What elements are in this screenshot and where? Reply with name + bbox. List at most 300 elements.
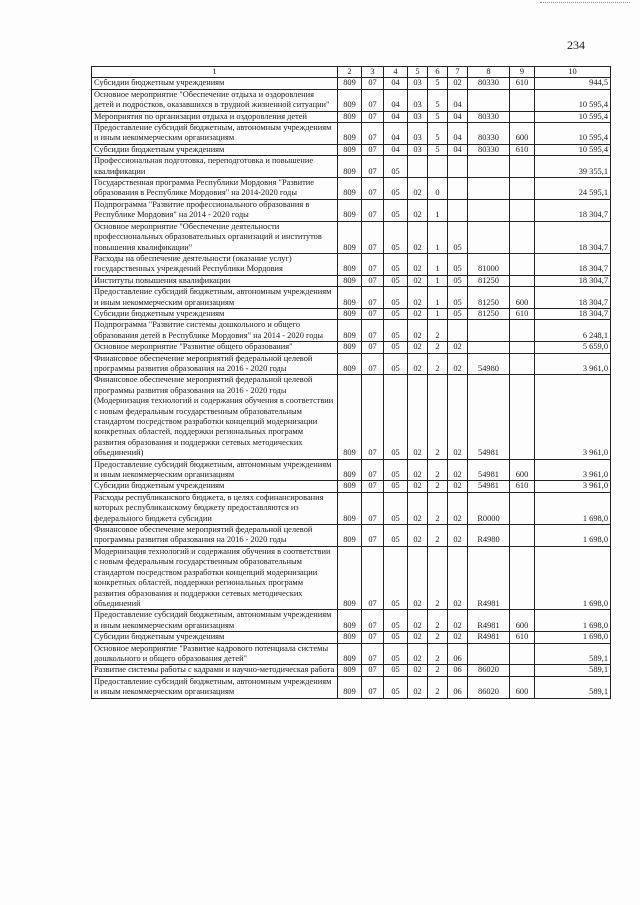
activity-code: 02 — [448, 375, 468, 459]
section-code: 07 — [362, 144, 384, 155]
direction-code: 81250 — [468, 308, 510, 319]
ministry-code: 809 — [338, 665, 362, 676]
expense-type-code — [510, 111, 535, 122]
row-name: Субсидии бюджетным учреждениям — [92, 632, 338, 643]
row-name: Подпрограмма "Развитие профессионального образования в Республике Мордовия" на 2014 - 2020 годы — [92, 199, 338, 221]
section-code: 07 — [362, 320, 384, 342]
program-code: 02 — [408, 459, 428, 481]
activity-code: 02 — [448, 610, 468, 632]
expense-type-code — [510, 199, 535, 221]
section-code: 07 — [362, 123, 384, 145]
table-row — [92, 308, 611, 319]
row-amount: 5 659,0 — [535, 342, 611, 353]
direction-code: 54981 — [468, 481, 510, 492]
section-code: 07 — [362, 253, 384, 275]
activity-code — [448, 156, 468, 178]
activity-code: 06 — [448, 643, 468, 665]
program-code: 02 — [408, 610, 428, 632]
row-name: Мероприятия по организации отдыха и оздоровления детей — [92, 111, 338, 122]
column-header: 8 — [468, 67, 510, 78]
row-name: Субсидии бюджетным учреждениям — [92, 144, 338, 155]
row-name: Профессиональная подготовка, переподготовка и повышение квалификации — [92, 156, 338, 178]
row-amount: 18 304,7 — [535, 275, 611, 286]
row-amount: 3 961,0 — [535, 459, 611, 481]
row-amount: 6 248,1 — [535, 320, 611, 342]
direction-code: R4981 — [468, 632, 510, 643]
program-code: 02 — [408, 199, 428, 221]
subprogram-code: 2 — [428, 525, 448, 547]
ministry-code: 809 — [338, 199, 362, 221]
expense-type-code — [510, 253, 535, 275]
expense-type-code: 610 — [510, 78, 535, 89]
subprogram-code: 1 — [428, 253, 448, 275]
table-row — [92, 632, 611, 643]
activity-code: 02 — [448, 492, 468, 524]
table-row — [92, 320, 611, 342]
row-amount: 18 304,7 — [535, 253, 611, 275]
expense-type-code — [510, 665, 535, 676]
row-name: Развитие системы работы с кадрами и научно-методическая работа — [92, 665, 338, 676]
table-row — [92, 676, 611, 698]
table-row — [92, 375, 611, 459]
row-name: Субсидии бюджетным учреждениям — [92, 78, 338, 89]
program-code: 02 — [408, 546, 428, 609]
direction-code — [468, 89, 510, 111]
activity-code — [448, 320, 468, 342]
direction-code: 81250 — [468, 287, 510, 309]
expense-type-code — [510, 492, 535, 524]
subprogram-code: 2 — [428, 492, 448, 524]
section-code: 07 — [362, 342, 384, 353]
subprogram-code: 5 — [428, 144, 448, 155]
program-code: 02 — [408, 481, 428, 492]
subsection-code: 05 — [384, 308, 408, 319]
column-header: 10 — [535, 67, 611, 78]
row-amount: 24 595,1 — [535, 178, 611, 200]
program-code: 02 — [408, 178, 428, 200]
subsection-code: 05 — [384, 481, 408, 492]
row-name: Модернизация технологий и содержания обучения в соответствии с новым федеральным государственным образовательным стандартом посредством разработки концепций модернизации конкретных областей, поддержки региональных программ развития образования и поддержки сетевых методических объединений — [92, 546, 338, 609]
expense-type-code: 600 — [510, 459, 535, 481]
direction-code: 80330 — [468, 78, 510, 89]
subsection-code: 05 — [384, 546, 408, 609]
row-name: Предоставление субсидий бюджетным, автономным учреждениям и иным некоммерческим организациям — [92, 676, 338, 698]
subsection-code: 05 — [384, 375, 408, 459]
row-amount: 18 304,7 — [535, 287, 611, 309]
table-row — [92, 89, 611, 111]
subsection-code: 05 — [384, 221, 408, 253]
subprogram-code: 2 — [428, 342, 448, 353]
subprogram-code: 2 — [428, 632, 448, 643]
subsection-code: 05 — [384, 610, 408, 632]
activity-code: 04 — [448, 123, 468, 145]
program-code: 02 — [408, 676, 428, 698]
expense-type-code: 610 — [510, 481, 535, 492]
subprogram-code: 5 — [428, 89, 448, 111]
section-code: 07 — [362, 610, 384, 632]
scan-artifact — [540, 2, 630, 6]
ministry-code: 809 — [338, 459, 362, 481]
direction-code: R4981 — [468, 610, 510, 632]
row-amount: 10 595,4 — [535, 89, 611, 111]
row-amount: 18 304,7 — [535, 221, 611, 253]
row-name: Расходы республиканского бюджета, в целях софинансирования которых республиканскому бюджету предоставляются из федерального бюджета субсидии — [92, 492, 338, 524]
program-code: 02 — [408, 632, 428, 643]
ministry-code: 809 — [338, 525, 362, 547]
subsection-code: 05 — [384, 253, 408, 275]
expense-type-code: 600 — [510, 676, 535, 698]
ministry-code: 809 — [338, 156, 362, 178]
subprogram-code: 1 — [428, 199, 448, 221]
subsection-code: 05 — [384, 665, 408, 676]
direction-code: 80330 — [468, 144, 510, 155]
section-code: 07 — [362, 89, 384, 111]
row-name: Предоставление субсидий бюджетным, автономным учреждениям и иным некоммерческим организациям — [92, 287, 338, 309]
ministry-code: 809 — [338, 78, 362, 89]
expense-type-code — [510, 156, 535, 178]
ministry-code: 809 — [338, 353, 362, 375]
direction-code: 86020 — [468, 665, 510, 676]
activity-code: 02 — [448, 481, 468, 492]
subprogram-code: 2 — [428, 546, 448, 609]
subsection-code: 05 — [384, 353, 408, 375]
section-code: 07 — [362, 676, 384, 698]
program-code: 03 — [408, 144, 428, 155]
subsection-code: 04 — [384, 78, 408, 89]
row-amount: 3 961,0 — [535, 375, 611, 459]
row-name: Предоставление субсидий бюджетным, автономным учреждениям и иным некоммерческим организациям — [92, 459, 338, 481]
section-code: 07 — [362, 199, 384, 221]
section-code: 07 — [362, 643, 384, 665]
ministry-code: 809 — [338, 375, 362, 459]
program-code: 02 — [408, 492, 428, 524]
table-row — [92, 144, 611, 155]
ministry-code: 809 — [338, 275, 362, 286]
activity-code: 02 — [448, 546, 468, 609]
ministry-code: 809 — [338, 546, 362, 609]
row-amount: 1 698,0 — [535, 492, 611, 524]
direction-code: R0000 — [468, 492, 510, 524]
activity-code: 02 — [448, 353, 468, 375]
activity-code: 05 — [448, 287, 468, 309]
page-number: 234 — [567, 38, 585, 52]
row-amount: 1 698,0 — [535, 525, 611, 547]
subprogram-code: 2 — [428, 481, 448, 492]
section-code: 07 — [362, 375, 384, 459]
program-code: 03 — [408, 123, 428, 145]
activity-code: 04 — [448, 144, 468, 155]
table-row — [92, 481, 611, 492]
section-code: 07 — [362, 78, 384, 89]
subprogram-code: 5 — [428, 78, 448, 89]
activity-code: 06 — [448, 665, 468, 676]
direction-code: 54980 — [468, 353, 510, 375]
expense-type-code — [510, 221, 535, 253]
ministry-code: 809 — [338, 632, 362, 643]
activity-code: 05 — [448, 308, 468, 319]
row-amount: 3 961,0 — [535, 481, 611, 492]
subprogram-code: 2 — [428, 676, 448, 698]
ministry-code: 809 — [338, 492, 362, 524]
subsection-code: 05 — [384, 342, 408, 353]
direction-code — [468, 342, 510, 353]
subprogram-code: 2 — [428, 665, 448, 676]
row-name: Основное мероприятие "Обеспечение деятельности профессиональных образовательных организаций и институтов повышения квалификации" — [92, 221, 338, 253]
direction-code: R4980 — [468, 525, 510, 547]
ministry-code: 809 — [338, 481, 362, 492]
activity-code: 02 — [448, 632, 468, 643]
table-row — [92, 665, 611, 676]
expense-type-code: 600 — [510, 123, 535, 145]
subsection-code: 05 — [384, 178, 408, 200]
expense-type-code — [510, 643, 535, 665]
section-code: 07 — [362, 156, 384, 178]
row-amount: 589,1 — [535, 643, 611, 665]
direction-code: 80330 — [468, 111, 510, 122]
table-row — [92, 492, 611, 524]
row-amount: 1 698,0 — [535, 610, 611, 632]
table-row — [92, 610, 611, 632]
row-name: Основное мероприятие "Развитие кадрового потенциала системы дошкольного и общего образования детей" — [92, 643, 338, 665]
subsection-code: 05 — [384, 492, 408, 524]
subsection-code: 05 — [384, 676, 408, 698]
subsection-code: 05 — [384, 632, 408, 643]
direction-code: 86020 — [468, 676, 510, 698]
program-code: 02 — [408, 665, 428, 676]
direction-code: R4981 — [468, 546, 510, 609]
expense-type-code — [510, 546, 535, 609]
direction-code: 81000 — [468, 253, 510, 275]
section-code: 07 — [362, 665, 384, 676]
table-row — [92, 178, 611, 200]
program-code: 02 — [408, 375, 428, 459]
section-code: 07 — [362, 308, 384, 319]
table-row — [92, 123, 611, 145]
program-code — [408, 156, 428, 178]
subprogram-code: 2 — [428, 610, 448, 632]
ministry-code: 809 — [338, 308, 362, 319]
row-amount: 1 698,0 — [535, 632, 611, 643]
activity-code: 05 — [448, 275, 468, 286]
program-code: 02 — [408, 643, 428, 665]
row-amount: 10 595,4 — [535, 111, 611, 122]
subsection-code: 05 — [384, 525, 408, 547]
subprogram-code: 1 — [428, 287, 448, 309]
program-code: 02 — [408, 525, 428, 547]
ministry-code: 809 — [338, 123, 362, 145]
direction-code — [468, 199, 510, 221]
column-header: 5 — [408, 67, 428, 78]
direction-code: 80330 — [468, 123, 510, 145]
budget-table — [91, 66, 611, 699]
table-row — [92, 546, 611, 609]
row-amount: 18 304,7 — [535, 199, 611, 221]
ministry-code: 809 — [338, 643, 362, 665]
row-name: Субсидии бюджетным учреждениям — [92, 308, 338, 319]
activity-code: 02 — [448, 459, 468, 481]
ministry-code: 809 — [338, 676, 362, 698]
expense-type-code: 610 — [510, 632, 535, 643]
section-code: 07 — [362, 287, 384, 309]
section-code: 07 — [362, 111, 384, 122]
subprogram-code: 0 — [428, 178, 448, 200]
subprogram-code: 2 — [428, 375, 448, 459]
expense-type-code: 610 — [510, 144, 535, 155]
subprogram-code: 2 — [428, 353, 448, 375]
table-row — [92, 353, 611, 375]
ministry-code: 809 — [338, 221, 362, 253]
row-amount: 944,5 — [535, 78, 611, 89]
row-name: Субсидии бюджетным учреждениям — [92, 481, 338, 492]
program-code: 02 — [408, 275, 428, 286]
subprogram-code: 5 — [428, 111, 448, 122]
program-code: 03 — [408, 111, 428, 122]
subsection-code: 05 — [384, 156, 408, 178]
table-row — [92, 287, 611, 309]
section-code: 07 — [362, 632, 384, 643]
table-row — [92, 199, 611, 221]
column-header: 6 — [428, 67, 448, 78]
subsection-code: 05 — [384, 320, 408, 342]
section-code: 07 — [362, 178, 384, 200]
table-row — [92, 459, 611, 481]
table-row — [92, 342, 611, 353]
subsection-code: 05 — [384, 287, 408, 309]
direction-code — [468, 178, 510, 200]
activity-code: 05 — [448, 221, 468, 253]
column-header: 7 — [448, 67, 468, 78]
section-code: 07 — [362, 546, 384, 609]
column-header: 2 — [338, 67, 362, 78]
subsection-code: 04 — [384, 89, 408, 111]
subsection-code: 05 — [384, 643, 408, 665]
column-header: 4 — [384, 67, 408, 78]
column-header: 1 — [92, 67, 338, 78]
activity-code: 02 — [448, 342, 468, 353]
direction-code: 54981 — [468, 459, 510, 481]
row-amount: 589,1 — [535, 665, 611, 676]
ministry-code: 809 — [338, 144, 362, 155]
activity-code — [448, 199, 468, 221]
section-code: 07 — [362, 492, 384, 524]
program-code: 02 — [408, 253, 428, 275]
row-amount: 39 355,1 — [535, 156, 611, 178]
subsection-code: 05 — [384, 199, 408, 221]
subprogram-code: 1 — [428, 308, 448, 319]
row-amount: 589,1 — [535, 676, 611, 698]
expense-type-code — [510, 89, 535, 111]
program-code: 02 — [408, 342, 428, 353]
row-name: Финансовое обеспечение мероприятий федеральной целевой программы развития образования на 2016 - 2020 годы — [92, 525, 338, 547]
section-code: 07 — [362, 353, 384, 375]
subprogram-code: 5 — [428, 123, 448, 145]
direction-code — [468, 643, 510, 665]
table-row — [92, 221, 611, 253]
expense-type-code: 600 — [510, 287, 535, 309]
ministry-code: 809 — [338, 89, 362, 111]
row-name: Расходы на обеспечение деятельности (оказание услуг) государственных учреждений Республики Мордовия — [92, 253, 338, 275]
program-code: 03 — [408, 89, 428, 111]
direction-code — [468, 221, 510, 253]
row-name: Предоставление субсидий бюджетным, автономным учреждениям и иным некоммерческим организациям — [92, 610, 338, 632]
program-code: 02 — [408, 353, 428, 375]
section-code: 07 — [362, 525, 384, 547]
row-name: Институты повышения квалификации — [92, 275, 338, 286]
expense-type-code — [510, 525, 535, 547]
row-amount: 10 595,4 — [535, 144, 611, 155]
program-code: 02 — [408, 308, 428, 319]
expense-type-code — [510, 275, 535, 286]
subsection-code: 05 — [384, 459, 408, 481]
activity-code: 02 — [448, 525, 468, 547]
expense-type-code: 610 — [510, 308, 535, 319]
table-row — [92, 525, 611, 547]
section-code: 07 — [362, 221, 384, 253]
ministry-code: 809 — [338, 320, 362, 342]
expense-type-code — [510, 375, 535, 459]
subprogram-code: 1 — [428, 221, 448, 253]
subprogram-code — [428, 156, 448, 178]
activity-code: 04 — [448, 111, 468, 122]
section-code: 07 — [362, 459, 384, 481]
subprogram-code: 1 — [428, 275, 448, 286]
row-name: Финансовое обеспечение мероприятий федеральной целевой программы развития образования на 2016 - 2020 годы — [92, 353, 338, 375]
expense-type-code — [510, 178, 535, 200]
activity-code — [448, 178, 468, 200]
row-name: Финансовое обеспечение мероприятий федеральной целевой программы развития образования на 2016 - 2020 годы (Модернизация технологий и содержания обучения в соответствии с новым федеральным государственным образовательным стандартом посредством разработки концепций модернизации конкретных областей, поддержки региональных программ развития образования и поддержки сетевых методических объединений) — [92, 375, 338, 459]
table-body — [92, 78, 611, 698]
row-name: Государственная программа Республики Мордовия "Развитие образования в Республике Мордовия" на 2014-2020 годы — [92, 178, 338, 200]
direction-code — [468, 320, 510, 342]
expense-type-code — [510, 320, 535, 342]
ministry-code: 809 — [338, 253, 362, 275]
row-amount: 1 698,0 — [535, 546, 611, 609]
activity-code: 05 — [448, 253, 468, 275]
table-row — [92, 78, 611, 89]
row-name: Подпрограмма "Развитие системы дошкольного и общего образования детей в Республике Мордовия" на 2014 - 2020 годы — [92, 320, 338, 342]
subsection-code: 05 — [384, 275, 408, 286]
ministry-code: 809 — [338, 178, 362, 200]
table-row — [92, 253, 611, 275]
direction-code: 54981 — [468, 375, 510, 459]
column-header: 3 — [362, 67, 384, 78]
table-row — [92, 275, 611, 286]
ministry-code: 809 — [338, 610, 362, 632]
row-amount: 18 304,7 — [535, 308, 611, 319]
table-row — [92, 156, 611, 178]
table-row — [92, 111, 611, 122]
direction-code — [468, 156, 510, 178]
row-name: Предоставление субсидий бюджетным, автономным учреждениям и иным некоммерческим организациям — [92, 123, 338, 145]
activity-code: 02 — [448, 78, 468, 89]
activity-code: 04 — [448, 89, 468, 111]
program-code: 02 — [408, 320, 428, 342]
ministry-code: 809 — [338, 342, 362, 353]
subprogram-code: 2 — [428, 643, 448, 665]
table-row — [92, 643, 611, 665]
subprogram-code: 2 — [428, 459, 448, 481]
subsection-code: 04 — [384, 123, 408, 145]
section-code: 07 — [362, 275, 384, 286]
ministry-code: 809 — [338, 111, 362, 122]
program-code: 03 — [408, 78, 428, 89]
program-code: 02 — [408, 287, 428, 309]
expense-type-code: 600 — [510, 610, 535, 632]
row-amount: 3 961,0 — [535, 353, 611, 375]
table-header-row — [92, 67, 611, 78]
row-amount: 10 595,4 — [535, 123, 611, 145]
ministry-code: 809 — [338, 287, 362, 309]
